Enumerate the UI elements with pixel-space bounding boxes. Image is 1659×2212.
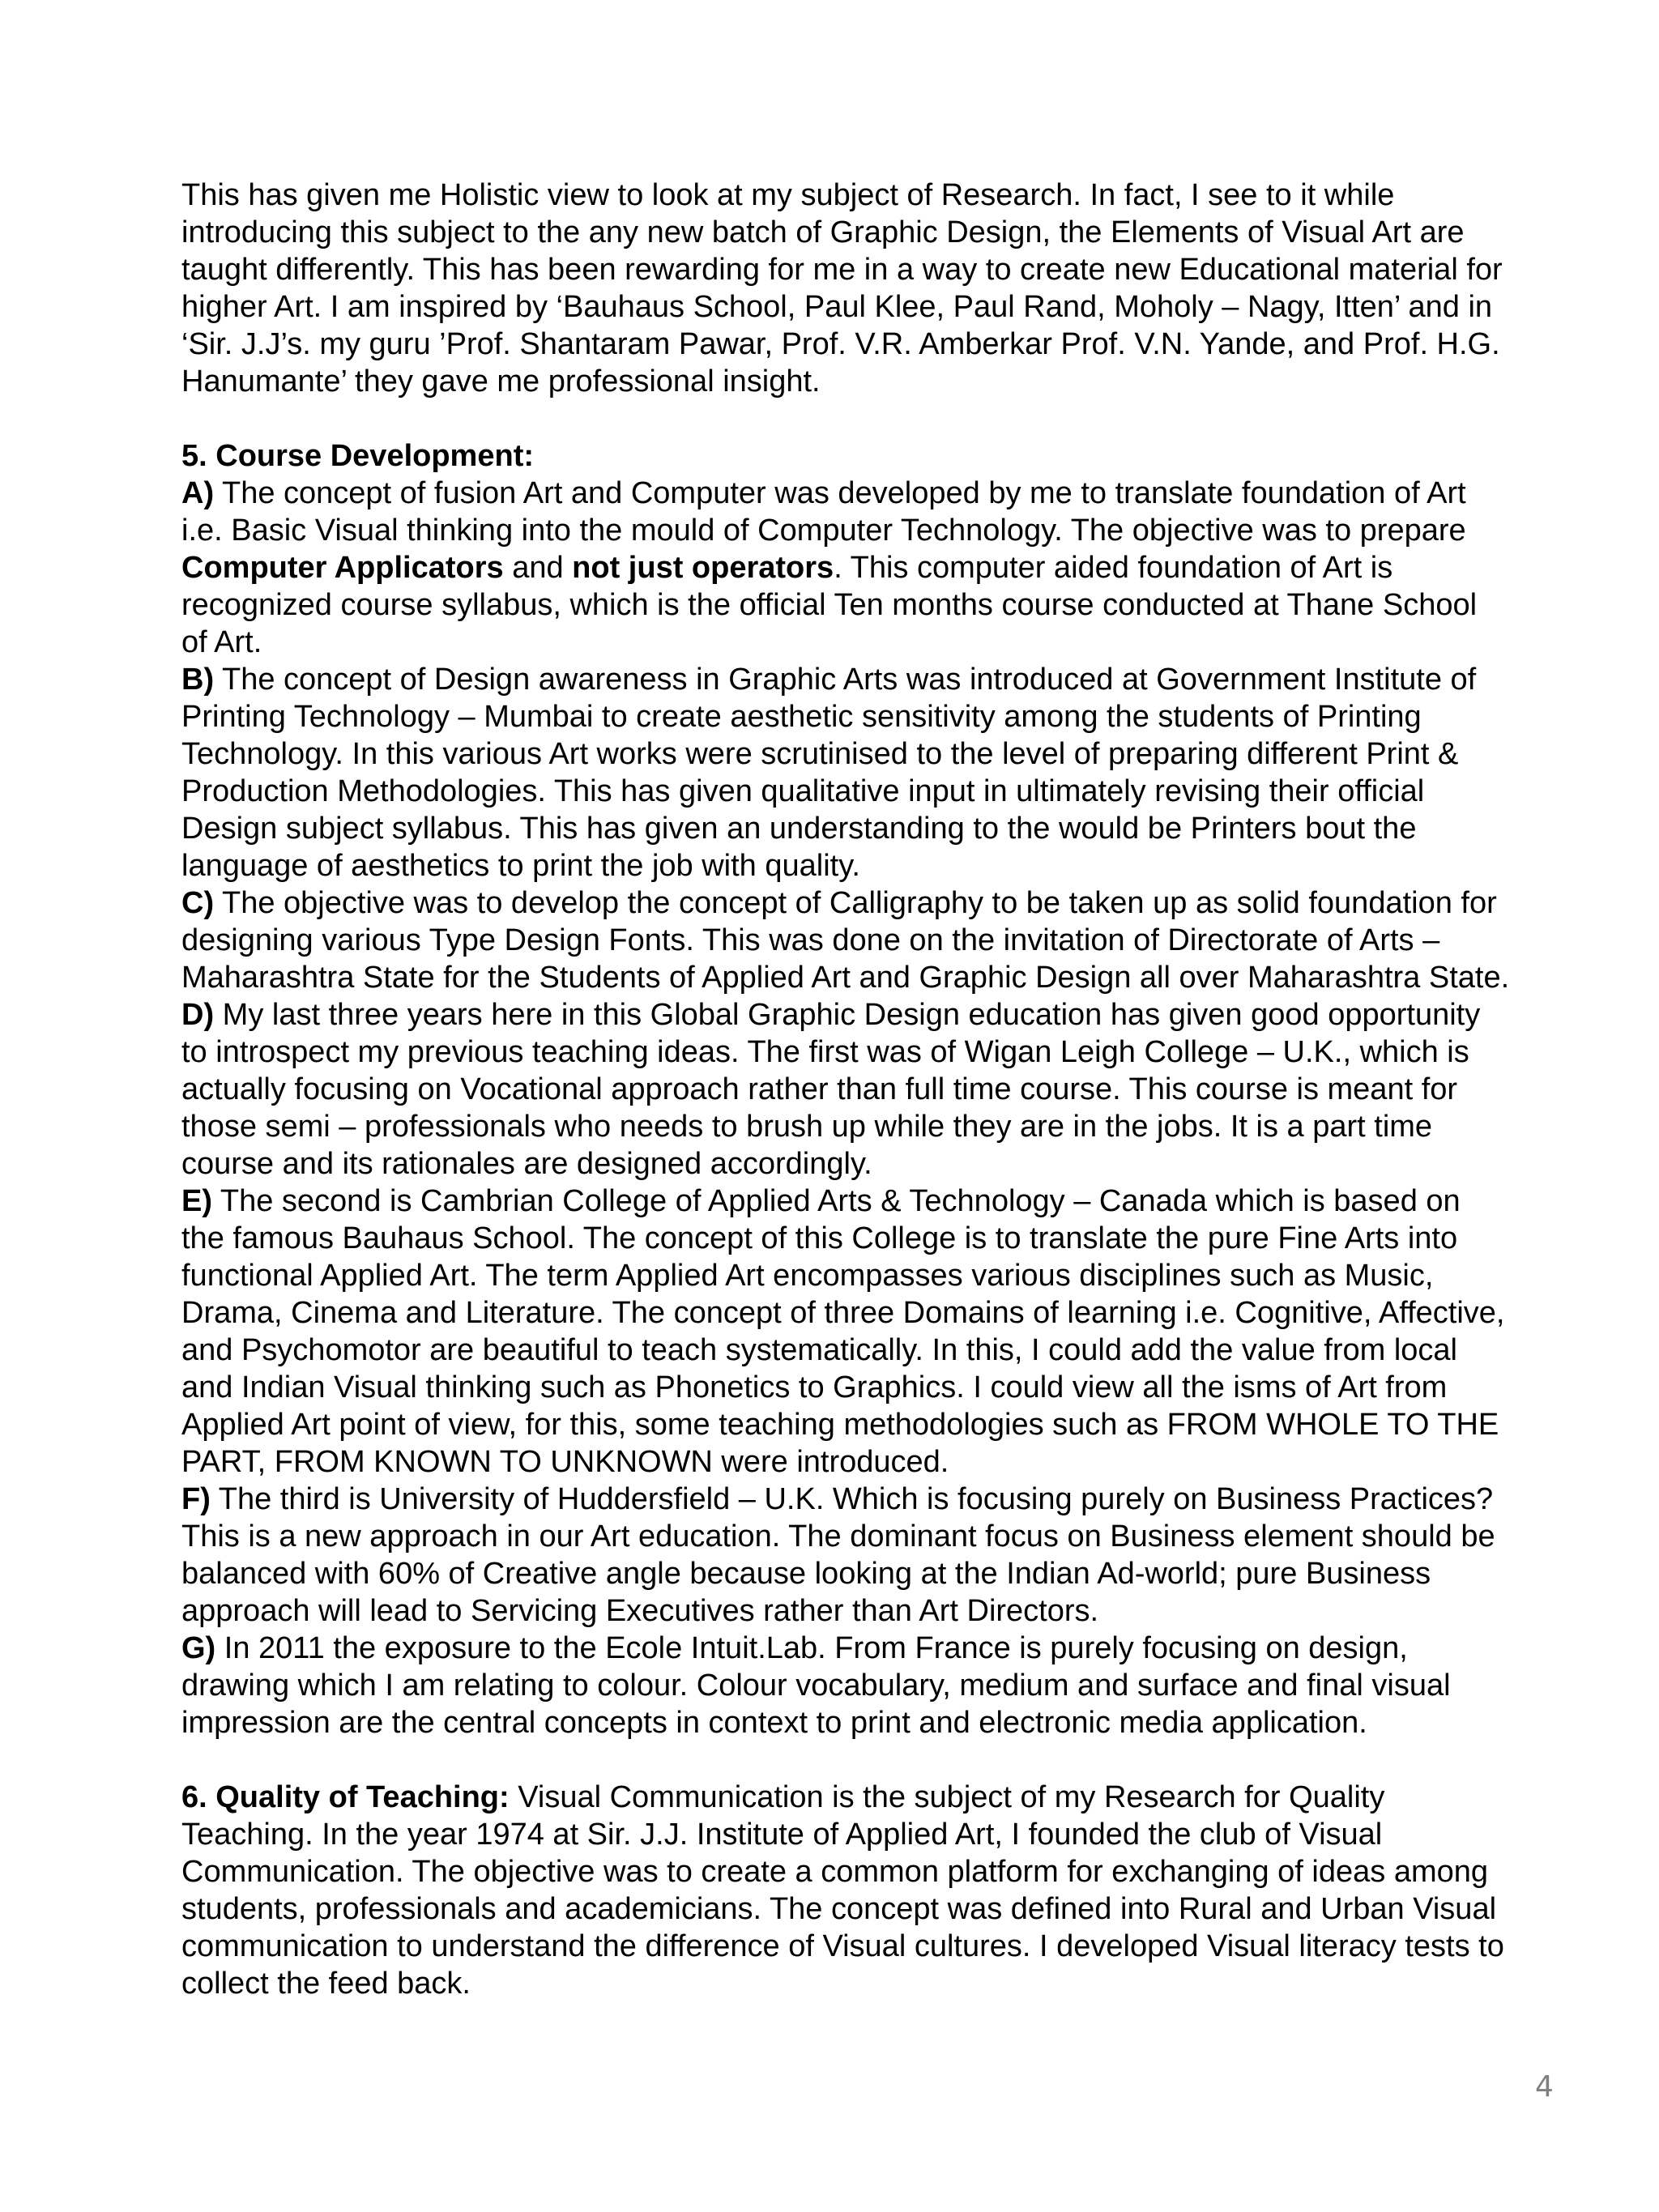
item-g-text: In 2011 the exposure to the Ecole Intuit.Lab. From France is purely focusing on design, drawing which I am relating to colour. Colour vocabulary, medium and surface and final visual impression are the central concepts in context to print and electronic media application. (181, 1631, 1451, 1740)
item-a-paragraph (181, 475, 1510, 661)
item-a-text-3: . This computer aided foundation of Art is recognized course syllabus, which is the official Ten months course conducted at Thane School of Art. (181, 551, 1478, 659)
item-g-paragraph (181, 1630, 1510, 1741)
page-number: 4 (1535, 2070, 1554, 2103)
item-a-bold-1: Computer Applicators (181, 551, 504, 585)
section-5-heading: 5. Course Development: (181, 439, 534, 473)
section-6-text: Visual Communication is the subject of my Research for Quality Teaching. In the year 1974 at Sir. J.J. Institute of Applied Art, I founded the club of Visual Communication. The objective was to create a common platform for exchanging of ideas among students, professionals and academicians. The concept was defined into Rural and Urban Visual communication to understand the difference of Visual cultures. I developed Visual literacy tests to collect the feed back. (181, 1780, 1504, 2001)
item-a-bold-2: not just operators (572, 551, 834, 585)
document-body (181, 177, 1510, 2002)
item-e-text: The second is Cambrian College of Applied Arts & Technology – Canada which is based on the famous Bauhaus School. The concept of this College is to translate the pure Fine Arts into functional Applied Art. The term Applied Art encompasses various disciplines such as Music, Drama, Cinema and Literature. The concept of three Domains of learning i.e. Cognitive, Affective, and Psychomotor are beautiful to teach systematically. In this, I could add the value from local and Indian Visual thinking such as Phonetics to Graphics. I could view all the isms of Art from Applied Art point of view, for this, some teaching methodologies such as FROM WHOLE TO THE PART, FROM KNOWN TO UNKNOWN were introduced. (181, 1184, 1505, 1479)
item-c-label: C) (181, 886, 215, 920)
intro-paragraph: This has given me Holistic view to look at my subject of Research. In fact, I see to it while introducing this subject to the any new batch of Graphic Design, the Elements of Visual Art are taught differently. This has been rewarding for me in a way to create new Educational material for higher Art. I am inspired by ‘Bauhaus School, Paul Klee, Paul Rand, Moholy – Nagy, Itten’ and in ‘Sir. J.J’s. my guru ’Prof. Shantaram Pawar, Prof. V.R. Amberkar Prof. V.N. Yande, and Prof. H.G. Hanumante’ they gave me professional insight. (181, 178, 1503, 399)
section-6-heading: 6. Quality of Teaching: (181, 1780, 510, 1814)
item-a-text-2: and (503, 551, 573, 585)
item-e-label: E) (181, 1184, 212, 1218)
item-d-text: My last three years here in this Global Graphic Design education has given good opportunity to introspect my previous teaching ideas. The first was of Wigan Leigh College – U.K., which is actually focusing on Vocational approach rather than full time course. This course is meant for those semi – professionals who needs to brush up while they are in the jobs. It is a part time course and its rationales are designed accordingly. (181, 998, 1481, 1181)
item-b-text: The concept of Design awareness in Graphic Arts was introduced at Government Institute of Printing Technology – Mumbai to create aesthetic sensitivity among the students of Printing Technology. In this various Art works were scrutinised to the level of preparing different Print & Production Methodologies. This has given qualitative input in ultimately revising their official Design subject syllabus. This has given an understanding to the would be Printers bout the language of aesthetics to print the job with quality. (181, 663, 1477, 883)
paragraph-spacer (181, 400, 1510, 437)
item-c-text: The objective was to develop the concept of Calligraphy to be taken up as solid foundation for designing various Type Design Fonts. This was done on the invitation of Directorate of Arts – Maharashtra State for the Students of Applied Art and Graphic Design all over Maharashtra State. (181, 886, 1510, 995)
item-f-label: F) (181, 1482, 211, 1516)
item-a-label: A) (181, 476, 215, 510)
item-f-paragraph (181, 1481, 1510, 1630)
paragraph-spacer (181, 1741, 1510, 1779)
item-e-paragraph (181, 1183, 1510, 1481)
item-c-paragraph (181, 884, 1510, 996)
item-b-label: B) (181, 663, 215, 697)
item-a-text-1: The concept of fusion Art and Computer was developed by me to translate foundation of Art i.e. Basic Visual thinking into the mould of Computer Technology. The objective was to prepare (181, 476, 1466, 548)
item-b-paragraph (181, 661, 1510, 884)
item-d-paragraph (181, 996, 1510, 1183)
item-g-label: G) (181, 1631, 216, 1665)
section-6-paragraph (181, 1779, 1510, 2002)
item-d-label: D) (181, 998, 215, 1032)
item-f-text: The third is University of Huddersfield – U.K. Which is focusing purely on Business Practices? This is a new approach in our Art education. The dominant focus on Business element should be balanced with 60% of Creative angle because looking at the Indian Ad-world; pure Business approach will lead to Servicing Executives rather than Art Directors. (181, 1482, 1495, 1628)
